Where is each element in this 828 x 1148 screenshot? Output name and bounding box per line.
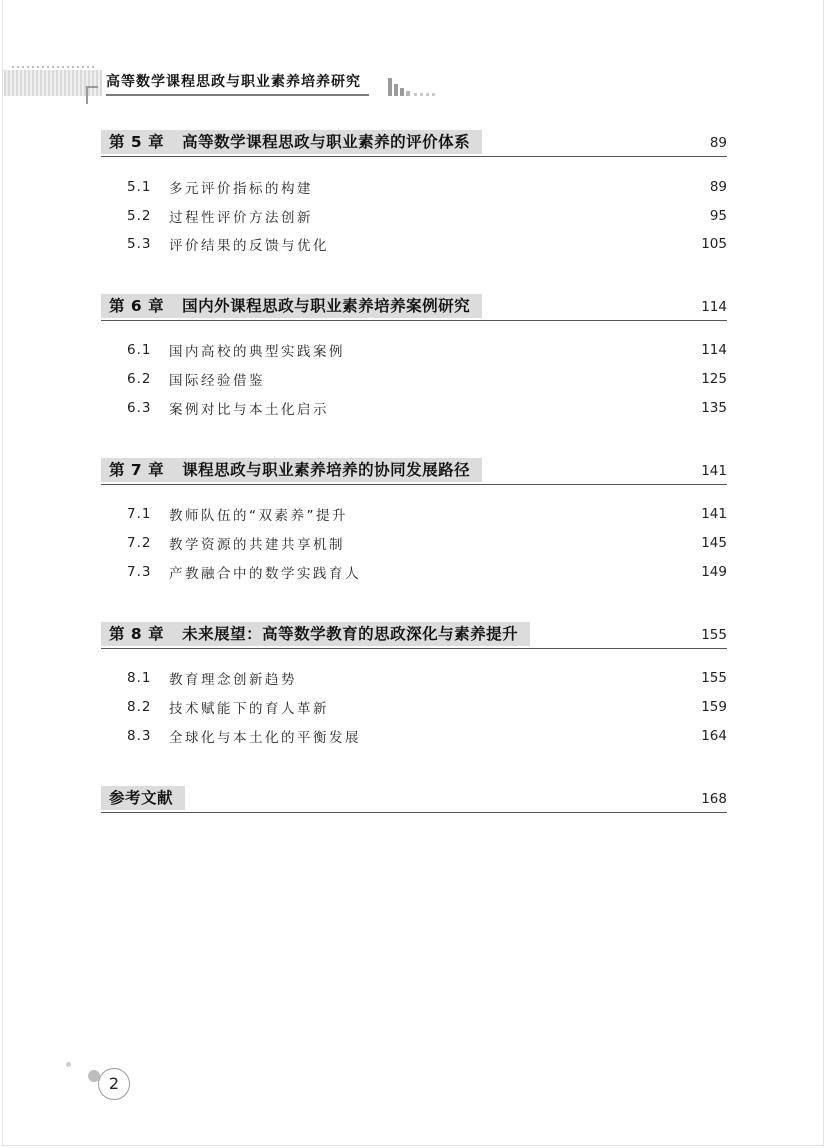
header-decoration-dots: [12, 66, 96, 68]
toc-chapter-7[interactable]: [101, 458, 727, 485]
section-title: 教育理念创新趋势: [169, 672, 297, 688]
header-decoration-bars: [388, 76, 448, 96]
toc-section-8-2[interactable]: [127, 697, 727, 717]
section-number: 7.3: [127, 564, 152, 580]
section-number: 5.1: [127, 179, 152, 195]
chapter-label: [101, 294, 482, 318]
toc-section-6-2[interactable]: [127, 369, 727, 389]
section-number: 7.2: [127, 535, 152, 551]
section-title: 教师队伍的“双素养”提升: [169, 508, 348, 524]
toc-references[interactable]: [101, 786, 727, 813]
chapter-label: [101, 458, 482, 482]
section-number: 8.1: [127, 670, 152, 686]
chapter-number: 第 6 章: [109, 297, 165, 315]
dot-leader: [331, 403, 699, 413]
dot-leader: [267, 374, 699, 384]
references-label: 参考文献: [101, 786, 185, 810]
dot-leader: [350, 509, 699, 519]
chapter-title: 未来展望：高等数学教育的思政深化与素养提升: [182, 625, 519, 643]
dot-leader: [347, 538, 699, 548]
chapter-page: 114: [701, 299, 727, 315]
section-title: 产教融合中的数学实践育人: [169, 566, 361, 582]
toc-section-7-1[interactable]: [127, 504, 727, 524]
toc-section-8-3[interactable]: [127, 726, 727, 746]
dot-leader: [347, 345, 699, 355]
toc-section-6-3[interactable]: [127, 398, 727, 418]
toc-section-7-3[interactable]: [127, 562, 727, 582]
toc-section-5-3[interactable]: [127, 234, 727, 254]
chapter-number: 第 5 章: [109, 133, 165, 151]
section-page: 155: [701, 670, 727, 686]
toc-chapter-5[interactable]: [101, 130, 727, 157]
dot-leader: [331, 239, 699, 249]
section-page: 149: [701, 564, 727, 580]
chapter-label: [101, 130, 482, 154]
toc-section-6-1[interactable]: [127, 340, 727, 360]
section-number: 6.2: [127, 371, 152, 387]
section-number: 6.3: [127, 400, 152, 416]
section-page: 114: [701, 342, 727, 358]
section-title: 案例对比与本土化启示: [169, 402, 329, 418]
section-page: 135: [701, 400, 727, 416]
section-number: 7.1: [127, 506, 152, 522]
section-page: 89: [709, 179, 727, 195]
dot-leader: [315, 182, 708, 192]
chapter-title: 课程思政与职业素养培养的协同发展路径: [182, 461, 471, 479]
dot-leader: [299, 673, 699, 683]
section-page: 141: [701, 506, 727, 522]
references-page: 168: [701, 791, 727, 807]
running-header-title: 高等数学课程思政与职业素养培养研究: [106, 70, 369, 96]
toc-section-5-1[interactable]: [127, 177, 727, 197]
dot-leader: [315, 211, 708, 221]
section-number: 5.2: [127, 208, 152, 224]
section-number: 6.1: [127, 342, 152, 358]
section-page: 125: [701, 371, 727, 387]
chapter-label: [101, 622, 530, 646]
toc-chapter-6[interactable]: [101, 294, 727, 321]
toc-chapter-8[interactable]: [101, 622, 727, 649]
section-title: 评价结果的反馈与优化: [169, 238, 329, 254]
chapter-page: 141: [701, 463, 727, 479]
dot-leader: [331, 702, 699, 712]
section-page: 145: [701, 535, 727, 551]
section-title: 全球化与本土化的平衡发展: [169, 730, 361, 746]
chapter-title: 高等数学课程思政与职业素养的评价体系: [182, 133, 471, 151]
section-title: 多元评价指标的构建: [169, 181, 313, 197]
chapter-title: 国内外课程思政与职业素养培养案例研究: [182, 297, 471, 315]
section-title: 过程性评价方法创新: [169, 210, 313, 226]
footer-decoration-dot: [66, 1062, 71, 1067]
section-page: 164: [701, 728, 727, 744]
section-page: 159: [701, 699, 727, 715]
dot-leader: [363, 567, 699, 577]
section-title: 国内高校的典型实践案例: [169, 344, 345, 360]
toc-section-7-2[interactable]: [127, 533, 727, 553]
page-number: 2: [98, 1068, 130, 1100]
section-title: 教学资源的共建共享机制: [169, 537, 345, 553]
header-corner-mark: [86, 86, 98, 104]
section-page: 105: [701, 236, 727, 252]
chapter-page: 155: [701, 627, 727, 643]
section-number: 8.2: [127, 699, 152, 715]
dot-leader: [363, 731, 699, 741]
section-title: 技术赋能下的育人革新: [169, 701, 329, 717]
section-number: 8.3: [127, 728, 152, 744]
chapter-number: 第 8 章: [109, 625, 165, 643]
section-number: 5.3: [127, 236, 152, 252]
toc-section-5-2[interactable]: [127, 206, 727, 226]
toc-section-8-1[interactable]: [127, 668, 727, 688]
chapter-number: 第 7 章: [109, 461, 165, 479]
section-title: 国际经验借鉴: [169, 373, 265, 389]
chapter-page: 89: [709, 135, 727, 151]
section-page: 95: [709, 208, 727, 224]
